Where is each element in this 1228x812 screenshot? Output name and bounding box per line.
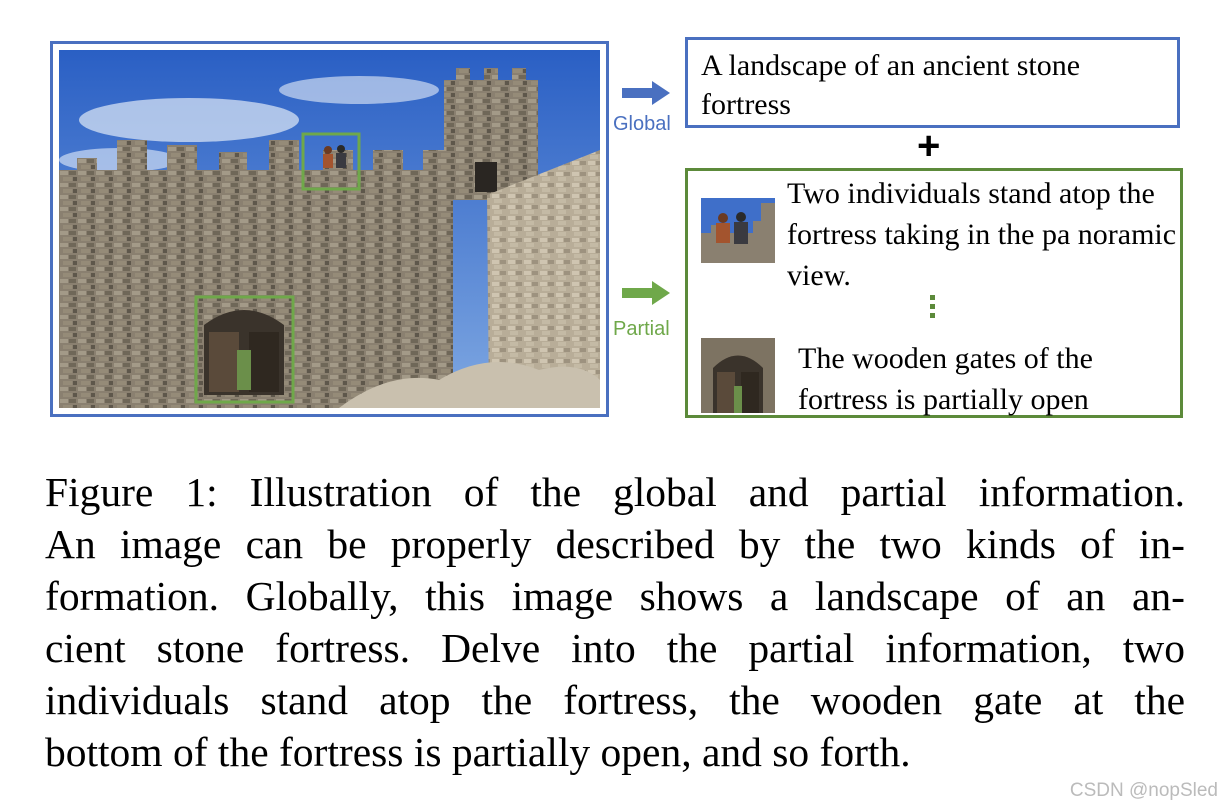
gate-thumbnail bbox=[701, 338, 775, 413]
caption-line: cient stone fortress. Delve into the partial information, two bbox=[45, 625, 1185, 671]
plus-icon: + bbox=[917, 124, 941, 168]
figure-caption bbox=[45, 466, 1185, 778]
fortress-photo bbox=[59, 50, 600, 408]
caption-line: formation. Globally, this image shows a landscape of an an- bbox=[45, 573, 1185, 619]
global-caption-box bbox=[685, 37, 1180, 128]
global-caption: A landscape of an ancient stone fortress bbox=[701, 49, 1081, 121]
caption-line: Figure 1: Illustration of the global and partial information. bbox=[45, 469, 1185, 515]
watermark: CSDN @nopSled bbox=[1069, 780, 1218, 801]
global-arrow-icon bbox=[622, 80, 672, 106]
people-thumbnail bbox=[701, 198, 775, 263]
vertical-ellipsis-icon bbox=[930, 295, 940, 322]
partial-label: Partial bbox=[613, 318, 670, 340]
caption-line: bottom of the fortress is partially open, and so forth. bbox=[45, 729, 911, 775]
global-label: Global bbox=[613, 113, 671, 135]
partial-caption-gate: The wooden gates of the fortress is partially open bbox=[798, 342, 1093, 416]
caption-line: An image can be properly described by the two kinds of in- bbox=[45, 521, 1185, 567]
partial-caption-box bbox=[685, 168, 1183, 418]
global-image-frame bbox=[50, 41, 609, 417]
caption-line: individuals stand atop the fortress, the wooden gate at the bbox=[45, 677, 1185, 723]
partial-caption-people: Two individuals stand atop the fortress taking in the pa noramic view. bbox=[787, 177, 1177, 292]
partial-arrow-icon bbox=[622, 280, 672, 306]
